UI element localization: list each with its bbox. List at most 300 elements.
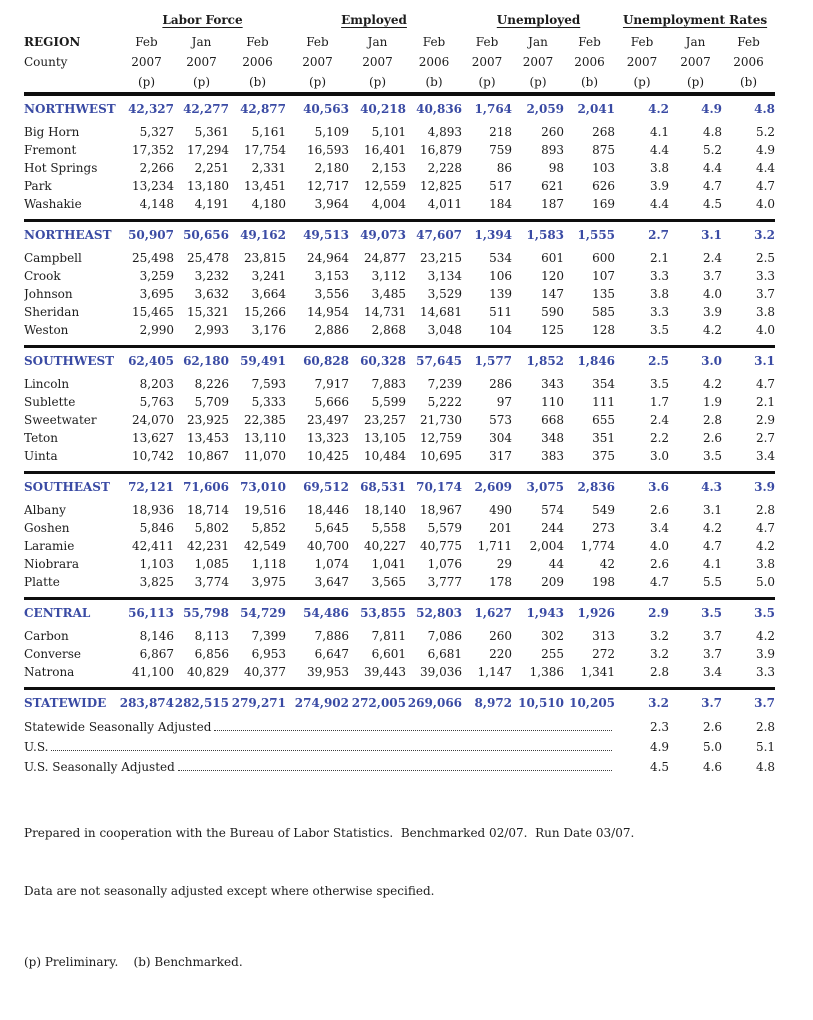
adjusted-rate-label: Statewide Seasonally Adjusted: [24, 720, 212, 734]
region-value: 4.9: [701, 102, 723, 116]
county-row: [24, 123, 775, 141]
county-value: 260: [489, 629, 513, 643]
county-name: Laramie: [24, 539, 75, 553]
county-value: 3,048: [427, 323, 463, 337]
county-value: 3.9: [649, 179, 670, 193]
adjusted-rate-label-cell: [24, 757, 615, 777]
adjusted-rate-value: 2.8: [755, 720, 776, 734]
county-value: 4,180: [251, 197, 286, 211]
region-value: 50,907: [128, 228, 174, 242]
county-value: 12,825: [420, 179, 463, 193]
column-header-note: (p): [633, 75, 651, 89]
county-name: Niobrara: [24, 557, 80, 571]
region-value: 2,836: [577, 480, 616, 494]
region-value: 1,627: [474, 606, 513, 620]
region-name: NORTHEAST: [24, 228, 112, 242]
county-value: 2.8: [649, 665, 670, 679]
county-value: 4.7: [649, 575, 670, 589]
county-value: 4.2: [702, 377, 723, 391]
column-header-year: 2007: [471, 55, 503, 69]
county-value: 5,161: [251, 125, 286, 139]
county-value: 23,257: [364, 413, 406, 427]
county-value: 103: [592, 161, 616, 175]
column-header-month: Feb: [737, 35, 760, 49]
county-value: 3,664: [251, 287, 286, 301]
county-value: 354: [592, 377, 616, 391]
county-value: 2,868: [371, 323, 406, 337]
county-value: 600: [592, 251, 616, 265]
county-value: 23,215: [420, 251, 463, 265]
county-value: 2,331: [251, 161, 286, 175]
county-value: 42,231: [187, 539, 229, 553]
county-value: 3.3: [755, 269, 776, 283]
footnotes: [24, 786, 792, 1010]
county-value: 23,925: [187, 413, 229, 427]
region-value: 59,491: [240, 354, 286, 368]
county-value: 313: [592, 629, 616, 643]
dotted-leader: [51, 750, 612, 751]
column-header-note: (b): [581, 75, 599, 89]
section-southwest: [24, 347, 775, 473]
county-value: 110: [541, 395, 565, 409]
county-value: 25,478: [187, 251, 229, 265]
county-value: 2.7: [755, 431, 776, 445]
region-value: 69,512: [303, 480, 349, 494]
region-value: 42,277: [183, 102, 229, 116]
county-value: 875: [592, 143, 616, 157]
county-name: Washakie: [24, 197, 82, 211]
column-header-note: (p): [192, 75, 211, 89]
column-header-note: (p): [529, 75, 547, 89]
column-header-year: 2007: [626, 55, 658, 69]
county-value: 2.6: [649, 503, 670, 517]
county-value: 3.8: [649, 287, 670, 301]
county-value: 7,593: [251, 377, 286, 391]
county-value: 13,627: [132, 431, 174, 445]
column-header-year: 2007: [362, 55, 393, 69]
county-value: 3.7: [702, 629, 723, 643]
county-value: 4,893: [427, 125, 463, 139]
county-value: 3,232: [194, 269, 229, 283]
county-value: 3.8: [755, 557, 776, 571]
county-value: 6,681: [427, 647, 463, 661]
region-value: 42,877: [240, 102, 286, 116]
statewide-value: 282,515: [174, 696, 229, 710]
column-header-month: Jan: [528, 35, 548, 49]
county-value: 7,086: [427, 629, 463, 643]
county-value: 40,227: [364, 539, 406, 553]
county-value: 4.8: [702, 125, 723, 139]
county-value: 573: [489, 413, 513, 427]
county-value: 15,465: [132, 305, 174, 319]
county-value: 5,802: [194, 521, 229, 535]
county-value: 2,004: [529, 539, 565, 553]
county-value: 2.1: [755, 395, 776, 409]
region-value: 1,577: [474, 354, 513, 368]
county-value: 3.4: [702, 665, 723, 679]
county-value: 893: [541, 143, 565, 157]
county-value: 39,953: [307, 665, 349, 679]
county-value: 534: [489, 251, 513, 265]
county-value: 1,103: [139, 557, 174, 571]
county-column-header: County: [24, 55, 68, 69]
county-value: 4.7: [755, 179, 776, 193]
county-name: Albany: [24, 503, 66, 517]
county-value: 125: [541, 323, 565, 337]
county-value: 2,990: [139, 323, 174, 337]
column-header-year: 2006: [574, 55, 605, 69]
county-name: Johnson: [24, 287, 73, 301]
adjusted-rate-value: 2.3: [649, 720, 670, 734]
region-value: 54,729: [240, 606, 286, 620]
county-value: 4.2: [702, 323, 723, 337]
county-value: 5,645: [314, 521, 349, 535]
county-value: 22,385: [244, 413, 286, 427]
county-value: 517: [489, 179, 513, 193]
county-value: 21,730: [420, 413, 463, 427]
column-header-month: Feb: [306, 35, 329, 49]
region-value: 57,645: [416, 354, 463, 368]
county-value: 14,731: [364, 305, 406, 319]
adjusted-rate-value: 4.6: [702, 760, 723, 774]
column-header-note: (p): [368, 75, 387, 89]
adjusted-rate-row: [24, 737, 775, 757]
column-header-year: 2006: [733, 55, 764, 69]
region-name: NORTHWEST: [24, 102, 116, 116]
county-value: 42,411: [132, 539, 174, 553]
county-value: 7,883: [371, 377, 406, 391]
county-value: 2.6: [649, 557, 670, 571]
county-value: 1,118: [251, 557, 286, 571]
region-value: 47,607: [416, 228, 463, 242]
region-name: CENTRAL: [24, 606, 91, 620]
region-value: 70,174: [416, 480, 463, 494]
region-value: 4.2: [648, 102, 670, 116]
county-value: 4.4: [755, 161, 776, 175]
county-name: Platte: [24, 575, 60, 589]
county-value: 19,516: [244, 503, 286, 517]
adjusted-rate-row: [24, 757, 775, 777]
region-value: 53,855: [360, 606, 406, 620]
county-value: 3,647: [314, 575, 349, 589]
county-value: 4.0: [755, 197, 776, 211]
county-row: [24, 411, 775, 429]
column-header-year: 2007: [680, 55, 711, 69]
county-value: 4.0: [755, 323, 776, 337]
county-value: 302: [541, 629, 565, 643]
footnote-not-adjusted: Data are not seasonally adjusted except where otherwise specified.: [24, 883, 435, 898]
county-value: 7,886: [314, 629, 349, 643]
region-value: 1,943: [526, 606, 565, 620]
county-value: 2.8: [755, 503, 776, 517]
county-value: 40,377: [244, 665, 286, 679]
region-value: 42,327: [128, 102, 174, 116]
county-value: 17,352: [132, 143, 174, 157]
county-row: [24, 177, 775, 195]
county-value: 3.3: [649, 269, 670, 283]
county-value: 23,815: [244, 251, 286, 265]
county-value: 1,076: [427, 557, 463, 571]
county-value: 3.3: [755, 665, 776, 679]
county-value: 18,446: [307, 503, 349, 517]
region-row: [24, 599, 775, 628]
county-value: 23,497: [307, 413, 349, 427]
county-value: 3.4: [649, 521, 670, 535]
region-value: 54,486: [303, 606, 349, 620]
county-row: [24, 159, 775, 177]
table-header: [24, 8, 775, 94]
county-value: 86: [496, 161, 513, 175]
region-value: 1,846: [577, 354, 616, 368]
county-value: 4.2: [755, 539, 776, 553]
column-header-month: Feb: [246, 35, 269, 49]
county-row: [24, 285, 775, 303]
county-row: [24, 375, 775, 393]
county-value: 2,153: [371, 161, 406, 175]
county-value: 106: [489, 269, 513, 283]
county-value: 4.0: [702, 287, 723, 301]
region-value: 73,010: [240, 480, 286, 494]
county-value: 107: [592, 269, 616, 283]
county-value: 348: [541, 431, 565, 445]
county-value: 3,632: [194, 287, 229, 301]
county-value: 3,485: [371, 287, 406, 301]
region-row: [24, 221, 775, 250]
region-value: 68,531: [360, 480, 406, 494]
column-header-month: Feb: [578, 35, 601, 49]
region-value: 3,075: [526, 480, 565, 494]
county-value: 16,879: [420, 143, 463, 157]
county-value: 3.4: [755, 449, 776, 463]
county-value: 5,558: [371, 521, 406, 535]
county-value: 4,191: [194, 197, 229, 211]
county-value: 5,599: [371, 395, 406, 409]
county-value: 5.2: [702, 143, 723, 157]
county-value: 244: [541, 521, 565, 535]
adjusted-rate-label: U.S.: [24, 740, 49, 754]
county-value: 10,742: [132, 449, 174, 463]
county-value: 268: [592, 125, 616, 139]
county-value: 8,203: [139, 377, 174, 391]
group-header-labor-force: Labor Force: [162, 13, 243, 27]
county-value: 3.8: [649, 161, 670, 175]
leader-wrap: [24, 720, 615, 734]
county-value: 4,004: [371, 197, 406, 211]
column-header-month: Feb: [630, 35, 654, 49]
county-value: 273: [592, 521, 616, 535]
county-value: 621: [541, 179, 565, 193]
county-value: 18,140: [364, 503, 406, 517]
region-value: 3.6: [648, 480, 670, 494]
county-value: 6,867: [139, 647, 174, 661]
county-value: 2.8: [702, 413, 723, 427]
county-value: 39,443: [364, 665, 406, 679]
county-value: 6,601: [371, 647, 406, 661]
region-value: 62,405: [128, 354, 174, 368]
county-value: 1,386: [529, 665, 565, 679]
county-value: 6,647: [314, 647, 349, 661]
county-value: 139: [489, 287, 513, 301]
region-value: 3.0: [701, 354, 723, 368]
adjusted-rate-value: 5.0: [702, 740, 723, 754]
region-value: 1,555: [577, 228, 616, 242]
region-value: 52,803: [416, 606, 463, 620]
region-value: 3.1: [754, 354, 776, 368]
county-name: Converse: [24, 647, 82, 661]
group-header-unemployment-rates: Unemployment Rates: [622, 13, 768, 27]
region-value: 55,798: [183, 606, 229, 620]
county-value: 1,774: [580, 539, 616, 553]
column-header-year: 2006: [418, 55, 450, 69]
column-header-month: Feb: [135, 35, 158, 49]
county-value: 3.3: [649, 305, 670, 319]
county-value: 198: [592, 575, 616, 589]
county-value: 317: [489, 449, 513, 463]
county-value: 3,259: [139, 269, 174, 283]
county-value: 120: [541, 269, 565, 283]
county-value: 18,936: [132, 503, 174, 517]
region-value: 1,583: [526, 228, 565, 242]
column-header-month: Feb: [422, 35, 446, 49]
county-value: 18,714: [187, 503, 229, 517]
county-value: 111: [592, 395, 616, 409]
county-name: Carbon: [24, 629, 69, 643]
column-header-note: (b): [248, 75, 267, 89]
county-value: 169: [592, 197, 616, 211]
region-value: 1,394: [474, 228, 513, 242]
leader-wrap: [24, 740, 615, 754]
county-name: Uinta: [24, 449, 58, 463]
region-value: 1,852: [526, 354, 565, 368]
column-header-note: (b): [425, 75, 443, 89]
region-value: 60,828: [303, 354, 349, 368]
county-name: Crook: [24, 269, 61, 283]
county-value: 7,917: [314, 377, 349, 391]
county-value: 3,964: [314, 197, 349, 211]
region-column-header: REGION: [24, 35, 81, 49]
county-row: [24, 573, 775, 599]
county-value: 13,234: [132, 179, 174, 193]
county-value: 3.7: [755, 287, 776, 301]
statewide-value: 283,874: [119, 696, 174, 710]
county-value: 13,323: [307, 431, 349, 445]
statewide-value: 10,205: [569, 696, 616, 710]
county-value: 304: [489, 431, 513, 445]
column-header-month: Jan: [685, 35, 706, 49]
column-header-year: 2007: [186, 55, 217, 69]
region-value: 3.2: [754, 228, 776, 242]
county-value: 40,829: [187, 665, 229, 679]
region-value: 2.9: [648, 606, 670, 620]
group-header-row: [24, 8, 775, 32]
county-value: 4.7: [755, 377, 776, 391]
region-value: 49,513: [303, 228, 349, 242]
adjusted-rate-value: 4.5: [649, 760, 670, 774]
county-value: 5,109: [314, 125, 349, 139]
county-row: [24, 555, 775, 573]
county-value: 10,695: [420, 449, 463, 463]
region-value: 56,113: [128, 606, 174, 620]
dotted-leader: [178, 770, 612, 771]
county-value: 2,266: [139, 161, 174, 175]
column-header-note: (p): [308, 75, 327, 89]
region-name: SOUTHEAST: [24, 480, 110, 494]
county-value: 44: [548, 557, 565, 571]
statewide-row: [24, 689, 775, 718]
county-value: 3.5: [702, 449, 723, 463]
county-value: 3,565: [371, 575, 406, 589]
county-value: 7,399: [251, 629, 286, 643]
county-value: 25,498: [132, 251, 174, 265]
county-value: 4.4: [649, 143, 670, 157]
county-value: 220: [489, 647, 513, 661]
footnote-prepared: Prepared in cooperation with the Bureau of Labor Statistics. Benchmarked 02/07. Run Date 03/07.: [24, 826, 635, 841]
county-value: 2.2: [649, 431, 670, 445]
county-value: 5,101: [371, 125, 406, 139]
county-row: [24, 303, 775, 321]
county-value: 12,759: [420, 431, 463, 445]
county-value: 104: [489, 323, 513, 337]
county-value: 511: [489, 305, 513, 319]
county-value: 24,964: [307, 251, 349, 265]
county-name: Sweetwater: [24, 413, 97, 427]
county-value: 3,695: [139, 287, 174, 301]
statewide-value: 279,271: [231, 696, 286, 710]
county-value: 1,147: [477, 665, 513, 679]
county-name: Park: [24, 179, 52, 193]
county-value: 5,361: [194, 125, 229, 139]
county-value: 201: [489, 521, 513, 535]
adjusted-rate-label: U.S. Seasonally Adjusted: [24, 760, 175, 774]
county-value: 3,176: [251, 323, 286, 337]
region-value: 71,606: [183, 480, 229, 494]
column-header-month: Feb: [475, 35, 499, 49]
county-value: 184: [489, 197, 513, 211]
county-value: 4.7: [702, 539, 723, 553]
county-name: Teton: [24, 431, 58, 445]
county-value: 574: [541, 503, 565, 517]
county-value: 3,153: [314, 269, 349, 283]
county-value: 351: [592, 431, 616, 445]
county-value: 8,113: [194, 629, 229, 643]
statewide-value: 10,510: [518, 696, 565, 710]
county-value: 2.9: [755, 413, 776, 427]
county-value: 759: [489, 143, 513, 157]
county-value: 2,886: [314, 323, 349, 337]
county-value: 24,877: [364, 251, 406, 265]
column-header-year: 2007: [302, 55, 333, 69]
county-value: 42: [599, 557, 616, 571]
county-value: 3,241: [251, 269, 286, 283]
county-name: Big Horn: [24, 125, 80, 139]
county-value: 15,266: [244, 305, 286, 319]
region-value: 1,926: [577, 606, 616, 620]
county-row: [24, 537, 775, 555]
section-northwest: [24, 94, 775, 221]
header-corner: [24, 8, 119, 32]
county-value: 3,134: [427, 269, 463, 283]
county-value: 3.5: [649, 323, 670, 337]
county-value: 12,717: [307, 179, 349, 193]
group-header-cell: [462, 8, 615, 32]
county-row: [24, 627, 775, 645]
county-value: 14,681: [420, 305, 463, 319]
region-value: 4.3: [701, 480, 723, 494]
county-value: 3.7: [702, 269, 723, 283]
county-value: 2,993: [194, 323, 229, 337]
county-value: 12,559: [364, 179, 406, 193]
county-value: 3.0: [649, 449, 670, 463]
